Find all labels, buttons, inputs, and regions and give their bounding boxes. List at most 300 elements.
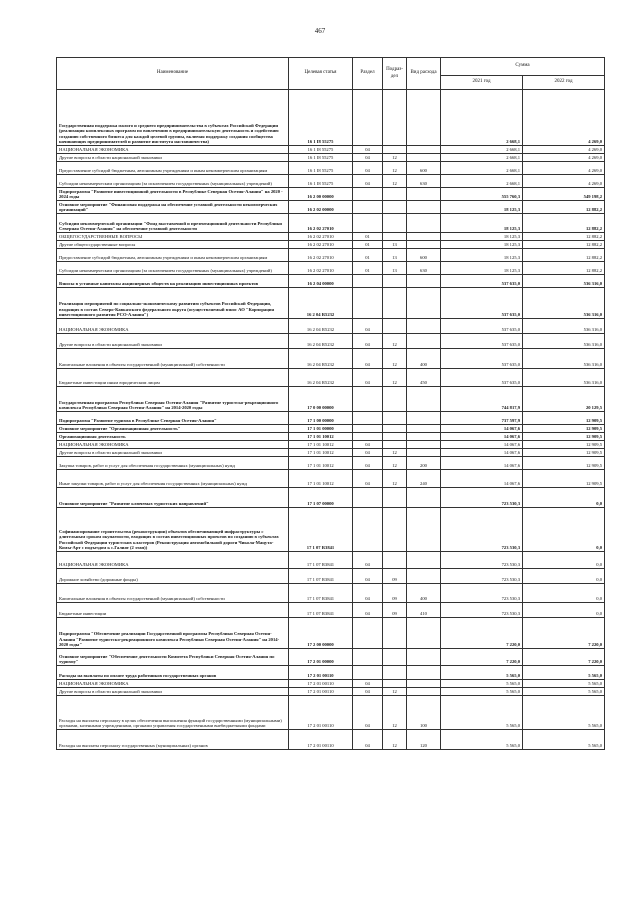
- row-kind: [407, 425, 441, 433]
- row-section: [353, 188, 383, 201]
- row-value-2022: 5 565,0: [523, 666, 605, 680]
- row-value-2021: 537 635,0: [441, 349, 523, 369]
- row-subsection: 12: [383, 175, 407, 188]
- table-row: [57, 319, 605, 334]
- row-section: [353, 412, 383, 425]
- row-kind: 600: [407, 162, 441, 175]
- row-kind: [407, 154, 441, 162]
- row-kind: 400: [407, 349, 441, 369]
- row-code: 17 1 07 00000: [289, 488, 353, 508]
- row-name: Субсидии некоммерческим организациям (за исключением государственных (муниципальных) учреждений): [57, 175, 289, 188]
- row-name: Предоставление субсидий бюджетным, автономным учреждениям и иным некоммерческим организациям: [57, 249, 289, 262]
- row-code: 17 1 07 R3841: [289, 508, 353, 552]
- row-name: НАЦИОНАЛЬНАЯ ЭКОНОМИКА: [57, 552, 289, 569]
- row-value-2022: 5 565,0: [523, 680, 605, 688]
- header-name: Наименование: [57, 58, 289, 90]
- row-kind: [407, 488, 441, 508]
- row-value-2022: 536 316,0: [523, 369, 605, 387]
- row-value-2021: 18 125,3: [441, 241, 523, 249]
- row-kind: [407, 387, 441, 412]
- header-section: Раздел: [353, 58, 383, 90]
- table-row: [57, 334, 605, 349]
- row-value-2022: 0,0: [523, 569, 605, 584]
- header-subsection: Подраз-дел: [383, 58, 407, 90]
- row-section: [353, 425, 383, 433]
- row-subsection: 13: [383, 262, 407, 275]
- row-section: [353, 666, 383, 680]
- row-section: [353, 387, 383, 412]
- budget-table: [56, 57, 605, 750]
- row-code: 16 2 00 00000: [289, 188, 353, 201]
- row-kind: [407, 214, 441, 233]
- row-kind: [407, 552, 441, 569]
- row-value-2021: 14 067,6: [441, 441, 523, 449]
- table-row: [57, 146, 605, 154]
- row-code: 16 2 04 R5232: [289, 369, 353, 387]
- row-section: [353, 288, 383, 319]
- row-value-2021: 18 125,3: [441, 233, 523, 241]
- row-name: Организационная деятельность: [57, 433, 289, 441]
- row-value-2022: 7 220,0: [523, 649, 605, 666]
- row-section: 04: [353, 334, 383, 349]
- row-kind: [407, 618, 441, 649]
- row-code: 16 2 04 R5232: [289, 319, 353, 334]
- table-row: [57, 90, 605, 146]
- row-value-2021: 744 817,9: [441, 387, 523, 412]
- row-section: 01: [353, 241, 383, 249]
- row-section: 01: [353, 262, 383, 275]
- row-subsection: [383, 201, 407, 214]
- row-code: 17 1 07 R3841: [289, 584, 353, 603]
- row-section: [353, 214, 383, 233]
- table-row: [57, 249, 605, 262]
- row-value-2022: 536 316,0: [523, 275, 605, 288]
- row-section: 04: [353, 441, 383, 449]
- row-value-2022: 12 882,2: [523, 233, 605, 241]
- row-subsection: [383, 387, 407, 412]
- row-name: Софинансирование строительства (реконструкции) объектов обеспечивающей инфраструктуры с длительным сроком окупаемости, входящих в состав инвестиционных проектов по созданию в субъектах Российской Федерации туристских кластеров (Реконструкция автомобильной дороги Чикола-Мацута-Комы-Арт с подъездом к с.Галиат (2 этап)): [57, 508, 289, 552]
- row-section: 04: [353, 730, 383, 750]
- table-row: [57, 262, 605, 275]
- row-subsection: 12: [383, 162, 407, 175]
- row-value-2022: 0,0: [523, 488, 605, 508]
- row-code: 17 2 01 00110: [289, 688, 353, 696]
- row-kind: [407, 334, 441, 349]
- row-subsection: 12: [383, 349, 407, 369]
- row-name: Другие вопросы в области национальной экономики: [57, 334, 289, 349]
- row-value-2021: 537 635,0: [441, 319, 523, 334]
- row-name: Расходы на выплаты по оплате труда работников государственных органов: [57, 666, 289, 680]
- row-subsection: [383, 488, 407, 508]
- row-section: [353, 649, 383, 666]
- row-value-2021: 18 125,3: [441, 214, 523, 233]
- row-value-2021: 537 635,0: [441, 275, 523, 288]
- row-subsection: [383, 188, 407, 201]
- row-name: Подпрограмма "Развитие инвестиционной деятельности в Республике Северная Осетия-Алания" на 2020 - 2024 годы: [57, 188, 289, 201]
- row-value-2021: 737 597,9: [441, 412, 523, 425]
- table-row: [57, 680, 605, 688]
- row-subsection: [383, 508, 407, 552]
- row-name: Капитальные вложения в объекты государственной (муниципальной) собственности: [57, 349, 289, 369]
- row-code: 17 1 07 R3841: [289, 552, 353, 569]
- row-section: 04: [353, 154, 383, 162]
- row-subsection: 12: [383, 369, 407, 387]
- row-value-2021: 14 067,6: [441, 425, 523, 433]
- row-kind: [407, 449, 441, 457]
- row-value-2022: 7 220,0: [523, 618, 605, 649]
- row-section: 04: [353, 319, 383, 334]
- table-row: [57, 449, 605, 457]
- row-kind: [407, 688, 441, 696]
- row-value-2021: 18 125,3: [441, 249, 523, 262]
- row-code: 17 2 01 00110: [289, 696, 353, 730]
- row-value-2022: 20 129,5: [523, 387, 605, 412]
- table-row: [57, 154, 605, 162]
- row-kind: [407, 201, 441, 214]
- row-code: 16 2 04 00000: [289, 275, 353, 288]
- row-name: Государственная поддержка малого и среднего предпринимательства в субъектах Российской Федерации (реализация комплексных программ по вовлечению в предпринимательскую деятельность и содействию созданию собственного бизнеса для каждой целевой группы, включая поддержку создания сообщества начинающих предпринимателей и развитие института наставничества): [57, 90, 289, 146]
- row-kind: 200: [407, 457, 441, 470]
- row-code: 17 1 01 10012: [289, 433, 353, 441]
- table-row: [57, 552, 605, 569]
- row-value-2021: 537 635,0: [441, 288, 523, 319]
- row-value-2022: 12 882,2: [523, 249, 605, 262]
- row-section: [353, 618, 383, 649]
- row-value-2022: 12 909,5: [523, 470, 605, 488]
- row-code: 16 2 04 R5232: [289, 349, 353, 369]
- row-name: НАЦИОНАЛЬНАЯ ЭКОНОМИКА: [57, 441, 289, 449]
- table-row: [57, 569, 605, 584]
- table-row: [57, 288, 605, 319]
- row-kind: [407, 666, 441, 680]
- row-section: [353, 90, 383, 146]
- row-code: 16 2 02 27010: [289, 233, 353, 241]
- row-section: 04: [353, 449, 383, 457]
- header-sum: Сумма: [441, 58, 605, 76]
- row-name: Предоставление субсидий бюджетным, автономным учреждениям и иным некоммерческим организациям: [57, 162, 289, 175]
- row-section: [353, 433, 383, 441]
- row-value-2022: 12 909,5: [523, 449, 605, 457]
- row-subsection: [383, 146, 407, 154]
- row-name: Субсидии некоммерческой организации "Фонд выставочной и презентационной деятельности Республики Северная Осетия-Алания" на обеспечение уставной деятельности: [57, 214, 289, 233]
- row-section: 04: [353, 569, 383, 584]
- row-name: Иные закупки товаров, работ и услуг для обеспечения государственных (муниципальных) нужд: [57, 470, 289, 488]
- row-value-2021: 5 565,0: [441, 688, 523, 696]
- row-kind: 630: [407, 262, 441, 275]
- header-2022: 2022 год: [523, 76, 605, 90]
- row-value-2021: 14 067,6: [441, 457, 523, 470]
- row-section: 04: [353, 470, 383, 488]
- row-value-2022: 536 316,0: [523, 349, 605, 369]
- table-row: [57, 488, 605, 508]
- row-name: Дорожное хозяйство (дорожные фонды): [57, 569, 289, 584]
- row-code: 17 1 01 10012: [289, 457, 353, 470]
- row-name: Другие вопросы в области национальной экономики: [57, 154, 289, 162]
- row-kind: 100: [407, 696, 441, 730]
- row-code: 17 1 00 00000: [289, 412, 353, 425]
- row-value-2022: 4 269,0: [523, 146, 605, 154]
- row-name: Государственная программа Республики Северная Осетия-Алания "Развитие туристско-рекреационного комплекса Республики Северная Осетия-Алания" на 2014-2020 годы: [57, 387, 289, 412]
- row-value-2022: 12 882,2: [523, 262, 605, 275]
- table-row: [57, 696, 605, 730]
- row-value-2022: 536 316,0: [523, 319, 605, 334]
- row-code: 17 1 01 00000: [289, 425, 353, 433]
- row-code: 16 2 02 27010: [289, 249, 353, 262]
- row-value-2022: 5 565,0: [523, 688, 605, 696]
- row-code: 16 1 I8 55275: [289, 90, 353, 146]
- row-subsection: 12: [383, 334, 407, 349]
- row-section: 04: [353, 688, 383, 696]
- row-code: 16 2 02 27010: [289, 262, 353, 275]
- row-kind: [407, 508, 441, 552]
- table-row: [57, 201, 605, 214]
- row-kind: 600: [407, 249, 441, 262]
- row-code: 16 1 I8 55275: [289, 162, 353, 175]
- row-code: 17 2 00 00000: [289, 618, 353, 649]
- row-subsection: [383, 433, 407, 441]
- row-value-2021: 723 530,3: [441, 508, 523, 552]
- row-code: 17 1 07 R3841: [289, 603, 353, 618]
- row-value-2021: 5 565,0: [441, 696, 523, 730]
- row-subsection: 12: [383, 688, 407, 696]
- table-row: [57, 369, 605, 387]
- row-name: Основное мероприятие "Развитие ключевых туристских направлений": [57, 488, 289, 508]
- row-kind: [407, 146, 441, 154]
- row-code: 17 2 01 00110: [289, 680, 353, 688]
- row-kind: [407, 680, 441, 688]
- row-value-2021: 7 220,0: [441, 618, 523, 649]
- row-subsection: [383, 618, 407, 649]
- row-name: Расходы на выплаты персоналу государственных (муниципальных) органов: [57, 730, 289, 750]
- row-subsection: 13: [383, 249, 407, 262]
- row-code: 17 1 01 10012: [289, 449, 353, 457]
- row-code: 16 2 04 R5232: [289, 334, 353, 349]
- row-value-2021: 18 125,3: [441, 262, 523, 275]
- row-kind: [407, 441, 441, 449]
- row-section: 04: [353, 696, 383, 730]
- row-section: 04: [353, 603, 383, 618]
- row-value-2022: 4 269,0: [523, 162, 605, 175]
- row-section: 04: [353, 369, 383, 387]
- row-kind: [407, 569, 441, 584]
- row-kind: [407, 649, 441, 666]
- row-section: 04: [353, 457, 383, 470]
- row-value-2021: 18 125,3: [441, 201, 523, 214]
- table-row: [57, 387, 605, 412]
- row-section: 01: [353, 233, 383, 241]
- row-name: Подпрограмма "Обеспечение реализации Государственной программы Республики Северная Осетия-Алания "Развитие туристско-рекреационного комплекса Республики Северная Осетия-Алания" на 2014-2020 годы": [57, 618, 289, 649]
- row-section: 04: [353, 552, 383, 569]
- row-code: 16 2 02 00000: [289, 201, 353, 214]
- row-value-2021: 723 530,3: [441, 488, 523, 508]
- row-subsection: [383, 319, 407, 334]
- row-value-2021: 537 635,0: [441, 369, 523, 387]
- row-name: НАЦИОНАЛЬНАЯ ЭКОНОМИКА: [57, 146, 289, 154]
- row-kind: [407, 233, 441, 241]
- row-value-2021: 2 668,1: [441, 175, 523, 188]
- row-subsection: [383, 90, 407, 146]
- header-target: Целевая статья: [289, 58, 353, 90]
- table-row: [57, 425, 605, 433]
- row-name: Другие общегосударственные вопросы: [57, 241, 289, 249]
- row-name: Закупка товаров, работ и услуг для обеспечения государственных (муниципальных) нужд: [57, 457, 289, 470]
- row-name: НАЦИОНАЛЬНАЯ ЭКОНОМИКА: [57, 680, 289, 688]
- row-code: 16 2 02 27010: [289, 214, 353, 233]
- row-kind: 450: [407, 369, 441, 387]
- row-code: 16 1 I8 55275: [289, 146, 353, 154]
- table-row: [57, 412, 605, 425]
- row-subsection: [383, 412, 407, 425]
- row-value-2022: 5 565,0: [523, 696, 605, 730]
- row-value-2021: 2 668,1: [441, 154, 523, 162]
- table-row: [57, 349, 605, 369]
- table-row: [57, 162, 605, 175]
- row-code: 16 2 04 R5232: [289, 288, 353, 319]
- row-name: Субсидии некоммерческим организациям (за исключением государственных (муниципальных) учреждений): [57, 262, 289, 275]
- row-subsection: 09: [383, 603, 407, 618]
- row-name: Бюджетные инвестиции иным юридическим лицам: [57, 369, 289, 387]
- row-section: 04: [353, 680, 383, 688]
- row-value-2022: 4 269,0: [523, 154, 605, 162]
- row-code: 17 2 01 00110: [289, 666, 353, 680]
- row-subsection: 13: [383, 241, 407, 249]
- row-name: Другие вопросы в области национальной экономики: [57, 449, 289, 457]
- row-subsection: 12: [383, 470, 407, 488]
- row-subsection: 12: [383, 457, 407, 470]
- row-code: 17 2 01 00110: [289, 730, 353, 750]
- page-number: 467: [314, 27, 326, 35]
- row-subsection: [383, 275, 407, 288]
- row-section: 04: [353, 349, 383, 369]
- row-name: ОБЩЕГОСУДАРСТВЕННЫЕ ВОПРОСЫ: [57, 233, 289, 241]
- row-value-2021: 7 220,0: [441, 649, 523, 666]
- row-kind: [407, 412, 441, 425]
- row-subsection: 12: [383, 154, 407, 162]
- row-subsection: 12: [383, 696, 407, 730]
- row-value-2021: 555 760,3: [441, 188, 523, 201]
- table-row: [57, 214, 605, 233]
- row-code: 17 0 00 00000: [289, 387, 353, 412]
- row-name: Основное мероприятие "Обеспечение деятельности Комитета Республики Северная Осетия-Алания по туризму": [57, 649, 289, 666]
- row-value-2021: 2 668,1: [441, 146, 523, 154]
- row-section: [353, 488, 383, 508]
- table-row: [57, 241, 605, 249]
- row-value-2022: 0,0: [523, 603, 605, 618]
- row-kind: [407, 288, 441, 319]
- row-code: 17 1 07 R3841: [289, 569, 353, 584]
- row-name: Взносы в уставные капиталы акционерных обществ на реализацию инвестиционных проектов: [57, 275, 289, 288]
- row-section: 01: [353, 249, 383, 262]
- row-subsection: [383, 552, 407, 569]
- table-row: [57, 457, 605, 470]
- row-section: 04: [353, 146, 383, 154]
- row-subsection: 09: [383, 569, 407, 584]
- row-value-2021: 723 530,3: [441, 569, 523, 584]
- row-code: 17 2 01 00000: [289, 649, 353, 666]
- table-row: [57, 508, 605, 552]
- row-subsection: [383, 214, 407, 233]
- row-value-2021: 723 530,3: [441, 552, 523, 569]
- row-kind: 410: [407, 603, 441, 618]
- row-value-2021: 14 067,6: [441, 433, 523, 441]
- row-value-2022: 12 909,5: [523, 441, 605, 449]
- row-name: Основное мероприятие "Финансовая поддержка на обеспечение уставной деятельности некоммерческих организаций": [57, 201, 289, 214]
- row-kind: [407, 241, 441, 249]
- table-body: [57, 90, 605, 750]
- row-value-2021: 723 530,3: [441, 584, 523, 603]
- row-kind: 630: [407, 175, 441, 188]
- row-section: [353, 201, 383, 214]
- row-kind: 120: [407, 730, 441, 750]
- row-kind: [407, 433, 441, 441]
- row-subsection: [383, 425, 407, 433]
- row-subsection: [383, 649, 407, 666]
- row-section: [353, 508, 383, 552]
- table-row: [57, 603, 605, 618]
- header-2021: 2021 год: [441, 76, 523, 90]
- row-code: 17 1 01 10012: [289, 470, 353, 488]
- row-name: Реализация мероприятий по социально-экономическому развитию субъектов Российской Федерации, входящих в состав Северо-Кавказского федерального округа (осуществляемый взнос АО "Корпорация инвестиционного развития РСО-Алания"): [57, 288, 289, 319]
- row-code: 17 1 01 10012: [289, 441, 353, 449]
- row-name: Основное мероприятие "Организационная деятельность": [57, 425, 289, 433]
- row-kind: 240: [407, 470, 441, 488]
- row-section: 04: [353, 162, 383, 175]
- row-value-2022: 12 882,2: [523, 201, 605, 214]
- row-value-2022: 549 198,2: [523, 188, 605, 201]
- row-code: 16 1 I8 55275: [289, 154, 353, 162]
- row-subsection: [383, 666, 407, 680]
- table-row: [57, 175, 605, 188]
- row-name: Капитальные вложения в объекты государственной (муниципальной) собственности: [57, 584, 289, 603]
- table-row: [57, 441, 605, 449]
- row-value-2022: 4 269,0: [523, 175, 605, 188]
- row-value-2022: 536 316,0: [523, 288, 605, 319]
- row-value-2022: 5 565,0: [523, 730, 605, 750]
- row-value-2022: 0,0: [523, 584, 605, 603]
- table-row: [57, 618, 605, 649]
- row-name: Расходы на выплаты персоналу в целях обеспечения выполнения функций государственными (муниципальными) органами, казенными учреждениями, органами управления государственными внебюджетными фондами: [57, 696, 289, 730]
- row-kind: [407, 90, 441, 146]
- row-subsection: 12: [383, 449, 407, 457]
- row-value-2021: 14 067,6: [441, 449, 523, 457]
- table-row: [57, 688, 605, 696]
- row-section: [353, 275, 383, 288]
- table-row: [57, 649, 605, 666]
- table-row: [57, 584, 605, 603]
- row-value-2021: 2 668,1: [441, 162, 523, 175]
- row-value-2022: 536 316,0: [523, 334, 605, 349]
- row-value-2021: 2 668,1: [441, 90, 523, 146]
- table-row: [57, 433, 605, 441]
- row-value-2021: 723 530,3: [441, 603, 523, 618]
- header-kind: Вид расхода: [407, 58, 441, 90]
- row-value-2022: 0,0: [523, 552, 605, 569]
- row-value-2022: 12 909,5: [523, 412, 605, 425]
- table-row: [57, 233, 605, 241]
- row-value-2021: 537 635,0: [441, 334, 523, 349]
- table-row: [57, 470, 605, 488]
- table-row: [57, 666, 605, 680]
- row-value-2021: 5 565,0: [441, 666, 523, 680]
- row-subsection: [383, 441, 407, 449]
- row-code: 16 2 02 27010: [289, 241, 353, 249]
- row-kind: 400: [407, 584, 441, 603]
- row-value-2022: 0,0: [523, 508, 605, 552]
- row-section: 04: [353, 175, 383, 188]
- row-value-2022: 12 882,2: [523, 241, 605, 249]
- table-row: [57, 730, 605, 750]
- row-value-2022: 4 269,0: [523, 90, 605, 146]
